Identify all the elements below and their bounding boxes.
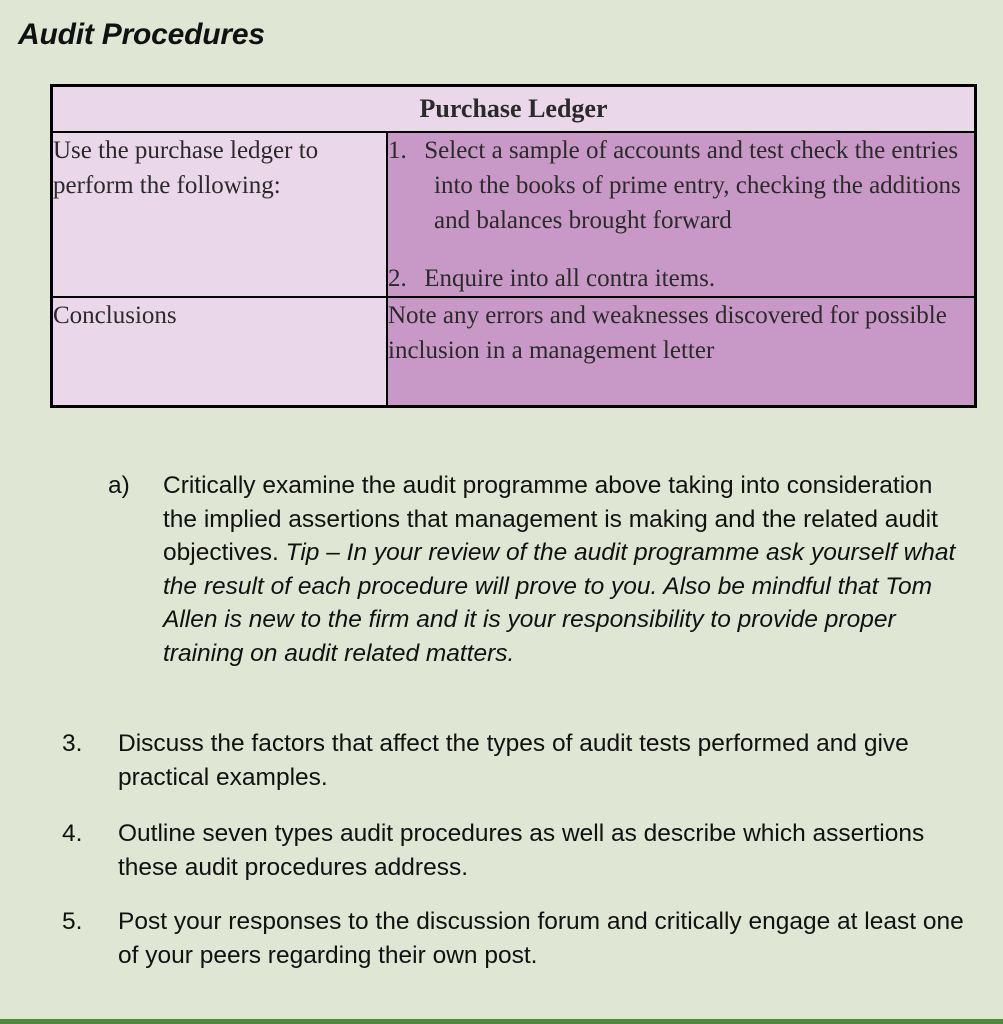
procedure-text: Select a sample of accounts and test check the entries into the books of prime entry, checking the additions and balances brought forward (424, 137, 961, 234)
table-header-row (52, 86, 976, 133)
question-text: Discuss the factors that affect the types of audit tests performed and give practical examples. (118, 730, 909, 791)
question-item-4 (62, 817, 962, 884)
question-number: 5. (62, 908, 83, 935)
procedure-number: 1. (388, 137, 407, 164)
question-tip: Tip – In your review of the audit programme ask yourself what the result of each procedure will prove to you. Also be mindful that Tom Allen is new to the firm and it is your responsibility to provide proper training on audit related matters. (163, 539, 956, 667)
procedure-number: 2. (388, 265, 407, 292)
question-item-3 (62, 727, 962, 794)
procedure-item-1 (388, 133, 974, 238)
question-text (163, 469, 968, 670)
question-body: Critically examine the audit programme above taking into consideration the implied assertions that management is making and the related audit objectives. (163, 472, 938, 566)
conclusions-label-cell: Conclusions (52, 297, 388, 407)
page-title: Audit Procedures (18, 18, 265, 51)
question-text: Outline seven types audit procedures as well as describe which assertions these audit procedures address. (118, 820, 925, 881)
bottom-divider (0, 1019, 1003, 1024)
procedure-item-2 (388, 261, 974, 296)
conclusions-cell: Note any errors and weaknesses discovered for possible inclusion in a management letter (387, 297, 976, 407)
question-number: 3. (62, 730, 83, 757)
table-header: Purchase Ledger (52, 86, 976, 133)
question-number: 4. (62, 820, 83, 847)
question-number: a) (108, 472, 130, 499)
audit-programme-table (50, 84, 977, 408)
procedure-text: Enquire into all contra items. (424, 265, 716, 292)
table-row (52, 297, 976, 407)
instruction-cell: Use the purchase ledger to perform the following: (52, 132, 388, 297)
question-item-a (108, 469, 968, 670)
question-text: Post your responses to the discussion forum and critically engage at least one of your peers regarding their own post. (118, 908, 964, 969)
question-item-5 (62, 905, 982, 972)
procedures-cell (387, 132, 976, 297)
table-row (52, 132, 976, 297)
